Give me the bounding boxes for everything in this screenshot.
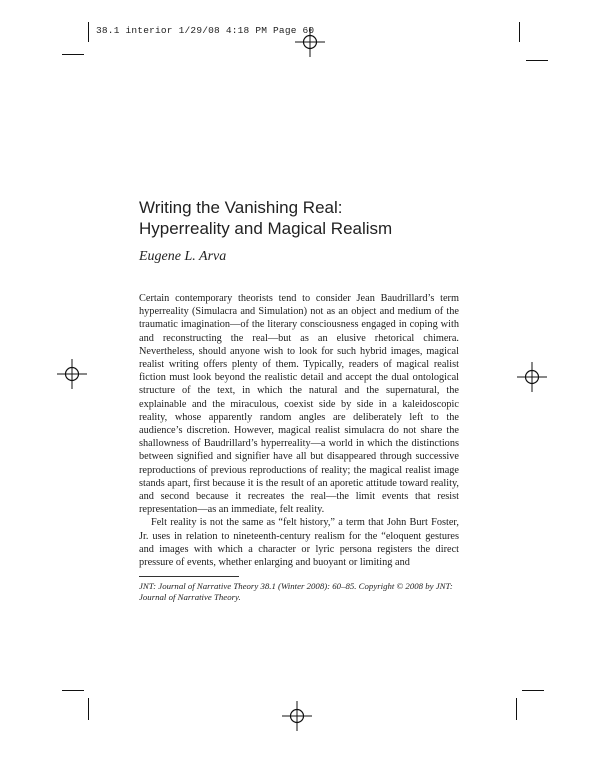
article-body xyxy=(139,292,459,569)
article-title-line-2: Hyperreality and Magical Realism xyxy=(139,219,393,238)
crop-mark xyxy=(62,54,84,55)
article-title xyxy=(139,197,479,239)
crop-mark xyxy=(526,60,548,61)
registration-mark-right-icon xyxy=(517,362,547,392)
crop-mark xyxy=(522,690,544,691)
article-author: Eugene L. Arva xyxy=(139,249,227,264)
crop-mark xyxy=(516,698,517,720)
crop-mark xyxy=(88,698,89,720)
crop-mark xyxy=(519,22,520,42)
body-paragraph-2: Felt reality is not the same as “felt history,” a term that John Burt Foster, Jr. uses in relation to nineteenth-century realism for the “eloquent gestures and images with which a character or lyric persona registers the direct pressure of events, whether enlarging and buoyant or limiting and xyxy=(139,517,459,569)
crop-mark xyxy=(62,690,84,691)
article-title-line-1: Writing the Vanishing Real: xyxy=(139,198,343,217)
footnote-rule xyxy=(139,576,239,577)
registration-mark-bottom-icon xyxy=(282,701,312,731)
registration-mark-left-icon xyxy=(57,359,87,389)
printer-slug: 38.1 interior 1/29/08 4:18 PM Page 60 xyxy=(96,25,315,36)
citation-footnote: JNT: Journal of Narrative Theory 38.1 (Winter 2008): 60–85. Copyright © 2008 by JNT: Journal of Narrative Theory. xyxy=(139,581,453,602)
registration-mark-top-icon xyxy=(295,27,325,57)
body-paragraph-1: Certain contemporary theorists tend to consider Jean Baudrillard’s term hyperreality (Simulacra and Simulation) not as an object and medium of the traumatic imagination—of the literary consciousness engaged in coping with and reconstructing the real—but as an elusive rhetorical chimera. Nevertheless, should anyone wish to look for such hybrid images, magical realist writing offers plenty of them. Typically, readers of magical realist fiction must look beyond the realistic detail and accept the dual ontological structure of the text, in which the natural and the supernatural, the explainable and the miraculous, coexist side by side in a kaleidoscopic reality, whose apparently random angles are deliberately left to the audience’s discretion. However, magical realist simulacra do not share the shallowness of Baudrillard’s hyperreality—a world in which the distinctions between signified and signifier have all but disappeared through successive reproductions of previous reproductions of reality; the magical realist image stands apart, first because it is the result of an aporetic attitude toward reality, and second because it recreates the real—the limit events that resist representation—as an immediate, felt reality. xyxy=(139,293,459,516)
crop-mark xyxy=(88,22,89,42)
